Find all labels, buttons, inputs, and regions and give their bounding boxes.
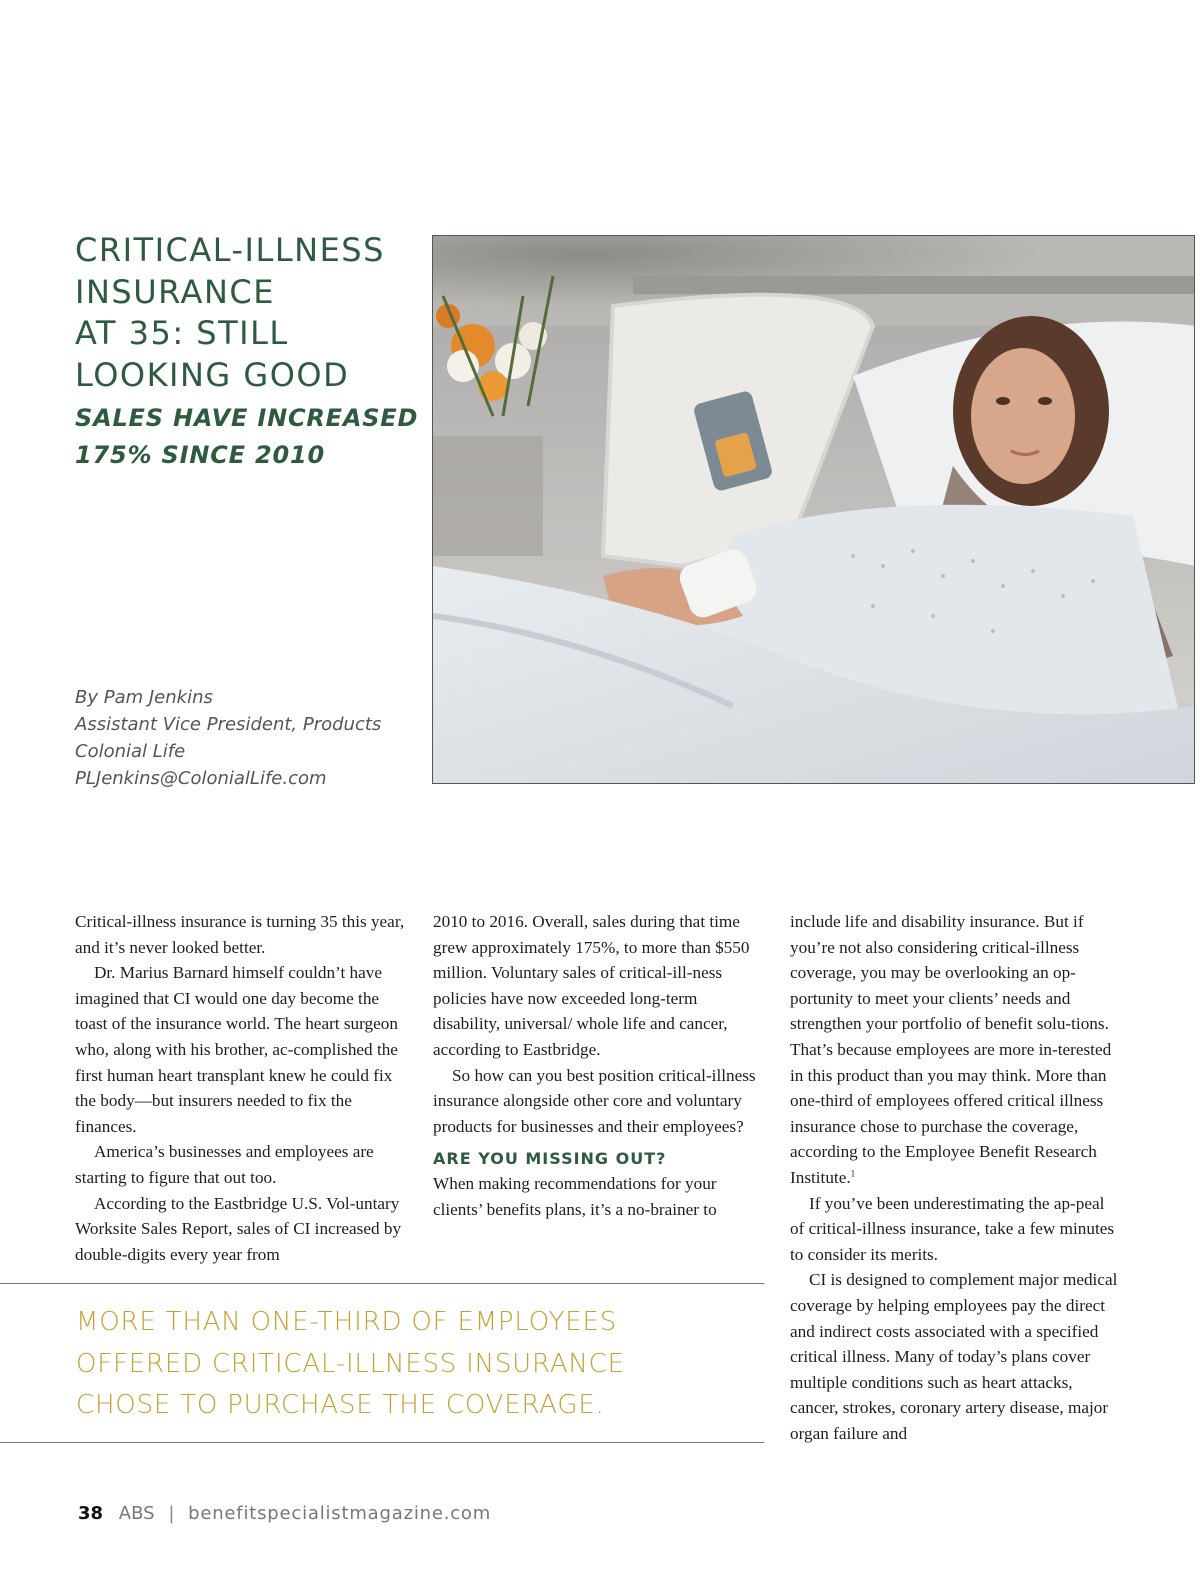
hospital-patient-photo xyxy=(432,235,1195,784)
body-paragraph: When making recommendations for your clients’ benefits plans, it’s a no-brainer to xyxy=(433,1174,717,1219)
pull-quote-line: OFFERED CRITICAL-ILLNESS INSURANCE xyxy=(76,1348,625,1379)
pull-quote-text xyxy=(76,1302,756,1427)
body-paragraph: America’s businesses and employees are starting to figure that out too. xyxy=(75,1142,374,1187)
title-line: LOOKING GOOD xyxy=(75,355,350,394)
body-paragraph: If you’ve been underestimating the ap-peal of critical-illness insurance, take a few minutes to consider its merits. xyxy=(790,1193,1115,1264)
body-paragraph: So how can you best position critical-illness insurance alongside other core and voluntary products for businesses and their employees? xyxy=(433,1065,756,1136)
author-company: Colonial Life xyxy=(75,741,186,762)
article-column-3 xyxy=(790,909,1120,1446)
title-line: INSURANCE xyxy=(75,272,275,311)
website-link[interactable]: benefitspecialistmagazine.com xyxy=(188,1503,492,1524)
title-line: CRITICAL-ILLNESS xyxy=(75,231,385,269)
body-text: include life and disability insurance. But if you’re not also considering critical-illness coverage, you may be overlooking an op-portunity to meet your clients’ needs and strengthen your portfolio of benefit solu-tions. That’s because employees are more in-terested in this product than you may think. More than one-third of employees offered critical illness insurance chose to purchase the coverage, according to the Employee Benefit Research Institute. xyxy=(790,912,1112,1187)
article-title-block xyxy=(75,230,425,474)
author-name: By Pam Jenkins xyxy=(75,687,213,708)
article-column-1 xyxy=(75,909,405,1267)
author-role: Assistant Vice President, Products xyxy=(75,714,382,735)
pull-quote xyxy=(0,1283,764,1443)
body-paragraph: Critical-illness insurance is turning 35 this year, and it’s never looked better. xyxy=(75,912,405,957)
body-paragraph: Dr. Marius Barnard himself couldn’t have imagined that CI would one day become the toast of the insurance world. The heart surgeon who, along with his brother, ac-complished the first human heart transplant knew he could fix the body—but insurers needed to fix the finances. xyxy=(75,963,398,1136)
pull-quote-line: CHOSE TO PURCHASE THE COVERAGE. xyxy=(76,1390,605,1420)
footer-separator: | xyxy=(168,1503,175,1524)
wall-rail xyxy=(633,276,1195,294)
subtitle-line: 175% SINCE 2010 xyxy=(75,441,325,469)
article-title xyxy=(75,230,425,396)
page-number: 38 xyxy=(78,1503,104,1524)
article-column-2 xyxy=(433,909,763,1223)
body-paragraph: 2010 to 2016. Overall, sales during that time grew approximately 175%, to more than $550 million. Voluntary sales of critical-ill-ness policies have now exceeded long-term disability, universal/ whole life and cancer, according to Eastbridge. xyxy=(433,912,750,1059)
pull-quote-line: MORE THAN ONE-THIRD OF EMPLOYEES xyxy=(76,1307,618,1337)
author-email[interactable]: PLJenkins@ColonialLife.com xyxy=(75,768,327,789)
author-byline xyxy=(75,684,415,792)
body-paragraph xyxy=(790,909,1120,1191)
article-subtitle xyxy=(75,400,425,474)
section-heading: ARE YOU MISSING OUT? xyxy=(433,1149,667,1169)
title-line: AT 35: STILL xyxy=(75,314,289,352)
photo-illustration xyxy=(433,236,1195,784)
subtitle-line: SALES HAVE INCREASED xyxy=(75,404,419,432)
publication-name: ABS xyxy=(118,1503,155,1524)
page-footer xyxy=(78,1503,491,1524)
footnote-marker: 1 xyxy=(850,1168,856,1179)
body-paragraph: CI is designed to complement major medical coverage by helping employees pay the direct and indirect costs associated with a specified critical illness. Many of today’s plans cover multiple conditions such as heart attacks, cancer, strokes, coronary artery disease, major organ failure and xyxy=(790,1270,1118,1443)
body-paragraph: According to the Eastbridge U.S. Vol-untary Worksite Sales Report, sales of CI increased by double-digits every year from xyxy=(75,1193,402,1264)
